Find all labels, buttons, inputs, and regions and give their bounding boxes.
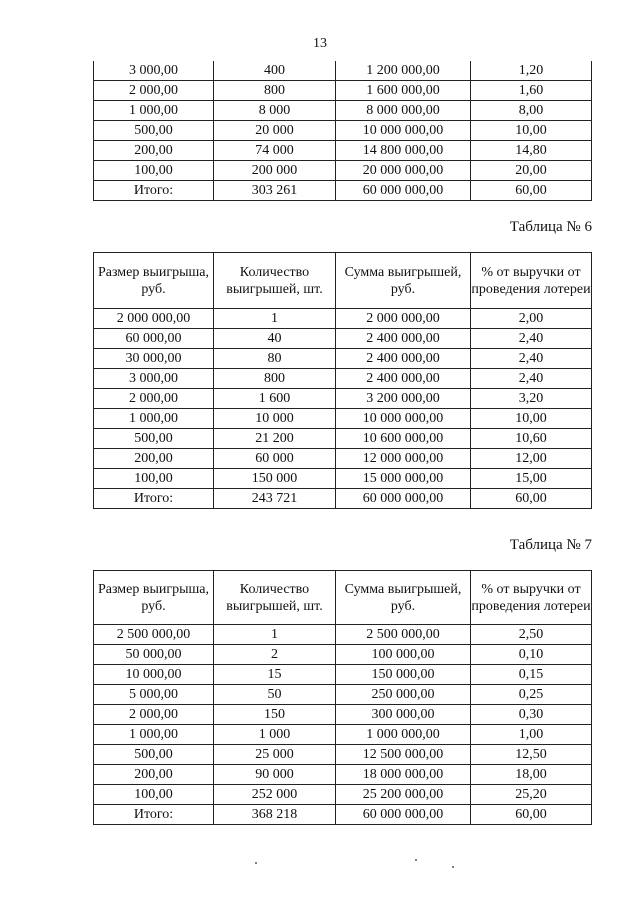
prize-count-cell: 50 [214, 685, 336, 705]
prize-size-cell: 2 000,00 [94, 389, 214, 409]
prize-sum-cell: 25 200 000,00 [336, 785, 471, 805]
table-row [94, 469, 592, 489]
prize-size-cell: 5 000,00 [94, 685, 214, 705]
header-revenue-percent: % от выручки от проведения лотереи [471, 571, 592, 625]
prize-table-6 [93, 252, 592, 509]
table-row [94, 665, 592, 685]
revenue-percent-cell: 18,00 [471, 765, 592, 785]
prize-count-cell: 1 [214, 625, 336, 645]
prize-sum-cell: 3 200 000,00 [336, 389, 471, 409]
prize-size-cell: 200,00 [94, 765, 214, 785]
header-row [94, 571, 592, 625]
total-row [94, 181, 592, 201]
table-row [94, 449, 592, 469]
table-row [94, 725, 592, 745]
header-revenue-percent: % от выручки от проведения лотереи [471, 253, 592, 309]
prize-count-cell: 150 000 [214, 469, 336, 489]
prize-size-cell: 3 000,00 [94, 369, 214, 389]
prize-count-cell: 90 000 [214, 765, 336, 785]
revenue-percent-cell: 3,20 [471, 389, 592, 409]
prize-size-cell: 100,00 [94, 161, 214, 181]
page-number: 13 [313, 36, 327, 51]
prize-count-cell: 150 [214, 705, 336, 725]
header-prize-count: Количество выигрышей, шт. [214, 253, 336, 309]
prize-size-cell: 2 000,00 [94, 705, 214, 725]
header-prize-size: Размер выигрыша, руб. [94, 571, 214, 625]
prize-count-cell: 252 000 [214, 785, 336, 805]
header-row [94, 253, 592, 309]
prize-size-cell: 100,00 [94, 469, 214, 489]
prize-sum-cell: 60 000 000,00 [336, 489, 471, 509]
revenue-percent-cell: 60,00 [471, 805, 592, 825]
revenue-percent-cell: 12,50 [471, 745, 592, 765]
prize-count-cell: 368 218 [214, 805, 336, 825]
prize-sum-cell: 150 000,00 [336, 665, 471, 685]
table-row [94, 429, 592, 449]
prize-sum-cell: 2 000 000,00 [336, 309, 471, 329]
prize-table-7 [93, 570, 592, 825]
table-row [94, 61, 592, 81]
prize-size-cell: 500,00 [94, 429, 214, 449]
table-7-caption: Таблица № 7 [509, 537, 592, 553]
prize-sum-cell: 10 000 000,00 [336, 409, 471, 429]
prize-sum-cell: 12 000 000,00 [336, 449, 471, 469]
prize-sum-cell: 1 000 000,00 [336, 725, 471, 745]
prize-count-cell: 800 [214, 81, 336, 101]
revenue-percent-cell: 15,00 [471, 469, 592, 489]
prize-count-cell: 243 721 [214, 489, 336, 509]
revenue-percent-cell: 0,30 [471, 705, 592, 725]
revenue-percent-cell: 2,40 [471, 329, 592, 349]
revenue-percent-cell: 12,00 [471, 449, 592, 469]
revenue-percent-cell: 0,15 [471, 665, 592, 685]
scan-speck [452, 866, 454, 868]
revenue-percent-cell: 60,00 [471, 489, 592, 509]
header-prize-size: Размер выигрыша, руб. [94, 253, 214, 309]
prize-size-cell: 500,00 [94, 745, 214, 765]
prize-size-cell: 200,00 [94, 449, 214, 469]
header-prize-sum: Сумма выигрышей, руб. [336, 253, 471, 309]
table-body [94, 309, 592, 509]
revenue-percent-cell: 1,60 [471, 81, 592, 101]
revenue-percent-cell: 0,10 [471, 645, 592, 665]
scan-speck [415, 859, 417, 861]
prize-count-cell: 400 [214, 61, 336, 81]
prize-sum-cell: 2 400 000,00 [336, 369, 471, 389]
table-body [94, 625, 592, 825]
revenue-percent-cell: 8,00 [471, 101, 592, 121]
revenue-percent-cell: 20,00 [471, 161, 592, 181]
header-prize-count: Количество выигрышей, шт. [214, 571, 336, 625]
prize-size-cell: 2 500 000,00 [94, 625, 214, 645]
prize-size-cell: 60 000,00 [94, 329, 214, 349]
prize-count-cell: 60 000 [214, 449, 336, 469]
table-row [94, 141, 592, 161]
revenue-percent-cell: 10,60 [471, 429, 592, 449]
prize-size-cell: 10 000,00 [94, 665, 214, 685]
prize-table-continued [93, 61, 592, 201]
prize-sum-cell: 20 000 000,00 [336, 161, 471, 181]
revenue-percent-cell: 2,50 [471, 625, 592, 645]
prize-count-cell: 15 [214, 665, 336, 685]
table-row [94, 161, 592, 181]
prize-sum-cell: 2 400 000,00 [336, 349, 471, 369]
prize-size-cell: 30 000,00 [94, 349, 214, 369]
header-prize-sum: Сумма выигрышей, руб. [336, 571, 471, 625]
table-row [94, 369, 592, 389]
scan-speck [255, 862, 257, 864]
prize-count-cell: 10 000 [214, 409, 336, 429]
prize-count-cell: 20 000 [214, 121, 336, 141]
prize-sum-cell: 60 000 000,00 [336, 805, 471, 825]
table-row [94, 705, 592, 725]
prize-sum-cell: 12 500 000,00 [336, 745, 471, 765]
prize-sum-cell: 1 200 000,00 [336, 61, 471, 81]
revenue-percent-cell: 2,00 [471, 309, 592, 329]
prize-sum-cell: 14 800 000,00 [336, 141, 471, 161]
prize-size-cell: 2 000 000,00 [94, 309, 214, 329]
prize-size-cell: 100,00 [94, 785, 214, 805]
prize-sum-cell: 2 400 000,00 [336, 329, 471, 349]
revenue-percent-cell: 2,40 [471, 369, 592, 389]
revenue-percent-cell: 1,20 [471, 61, 592, 81]
revenue-percent-cell: 2,40 [471, 349, 592, 369]
prize-sum-cell: 15 000 000,00 [336, 469, 471, 489]
table-row [94, 121, 592, 141]
revenue-percent-cell: 1,00 [471, 725, 592, 745]
revenue-percent-cell: 10,00 [471, 409, 592, 429]
prize-size-cell: 50 000,00 [94, 645, 214, 665]
table-row [94, 765, 592, 785]
prize-sum-cell: 300 000,00 [336, 705, 471, 725]
revenue-percent-cell: 10,00 [471, 121, 592, 141]
prize-size-cell: Итого: [94, 181, 214, 201]
revenue-percent-cell: 60,00 [471, 181, 592, 201]
prize-size-cell: 1 000,00 [94, 725, 214, 745]
table-row [94, 81, 592, 101]
prize-size-cell: 1 000,00 [94, 409, 214, 429]
table-row [94, 329, 592, 349]
prize-count-cell: 1 000 [214, 725, 336, 745]
revenue-percent-cell: 14,80 [471, 141, 592, 161]
table-row [94, 389, 592, 409]
prize-count-cell: 1 600 [214, 389, 336, 409]
table-row [94, 101, 592, 121]
prize-sum-cell: 18 000 000,00 [336, 765, 471, 785]
prize-sum-cell: 10 000 000,00 [336, 121, 471, 141]
table-body [94, 61, 592, 201]
prize-size-cell: 3 000,00 [94, 61, 214, 81]
table-row [94, 745, 592, 765]
prize-sum-cell: 8 000 000,00 [336, 101, 471, 121]
prize-sum-cell: 250 000,00 [336, 685, 471, 705]
table-row [94, 785, 592, 805]
revenue-percent-cell: 0,25 [471, 685, 592, 705]
table-row [94, 309, 592, 329]
table-6-caption: Таблица № 6 [509, 219, 592, 235]
table-row [94, 645, 592, 665]
prize-sum-cell: 60 000 000,00 [336, 181, 471, 201]
prize-count-cell: 303 261 [214, 181, 336, 201]
prize-count-cell: 40 [214, 329, 336, 349]
prize-size-cell: 2 000,00 [94, 81, 214, 101]
prize-size-cell: Итого: [94, 805, 214, 825]
prize-sum-cell: 1 600 000,00 [336, 81, 471, 101]
table-row [94, 409, 592, 429]
prize-size-cell: 1 000,00 [94, 101, 214, 121]
prize-count-cell: 800 [214, 369, 336, 389]
prize-count-cell: 80 [214, 349, 336, 369]
total-row [94, 805, 592, 825]
prize-count-cell: 8 000 [214, 101, 336, 121]
prize-count-cell: 25 000 [214, 745, 336, 765]
revenue-percent-cell: 25,20 [471, 785, 592, 805]
table-row [94, 685, 592, 705]
prize-count-cell: 200 000 [214, 161, 336, 181]
prize-count-cell: 74 000 [214, 141, 336, 161]
prize-sum-cell: 10 600 000,00 [336, 429, 471, 449]
total-row [94, 489, 592, 509]
table-row [94, 625, 592, 645]
prize-sum-cell: 2 500 000,00 [336, 625, 471, 645]
table-row [94, 349, 592, 369]
prize-count-cell: 2 [214, 645, 336, 665]
prize-count-cell: 1 [214, 309, 336, 329]
prize-size-cell: 500,00 [94, 121, 214, 141]
prize-size-cell: Итого: [94, 489, 214, 509]
prize-count-cell: 21 200 [214, 429, 336, 449]
prize-sum-cell: 100 000,00 [336, 645, 471, 665]
prize-size-cell: 200,00 [94, 141, 214, 161]
